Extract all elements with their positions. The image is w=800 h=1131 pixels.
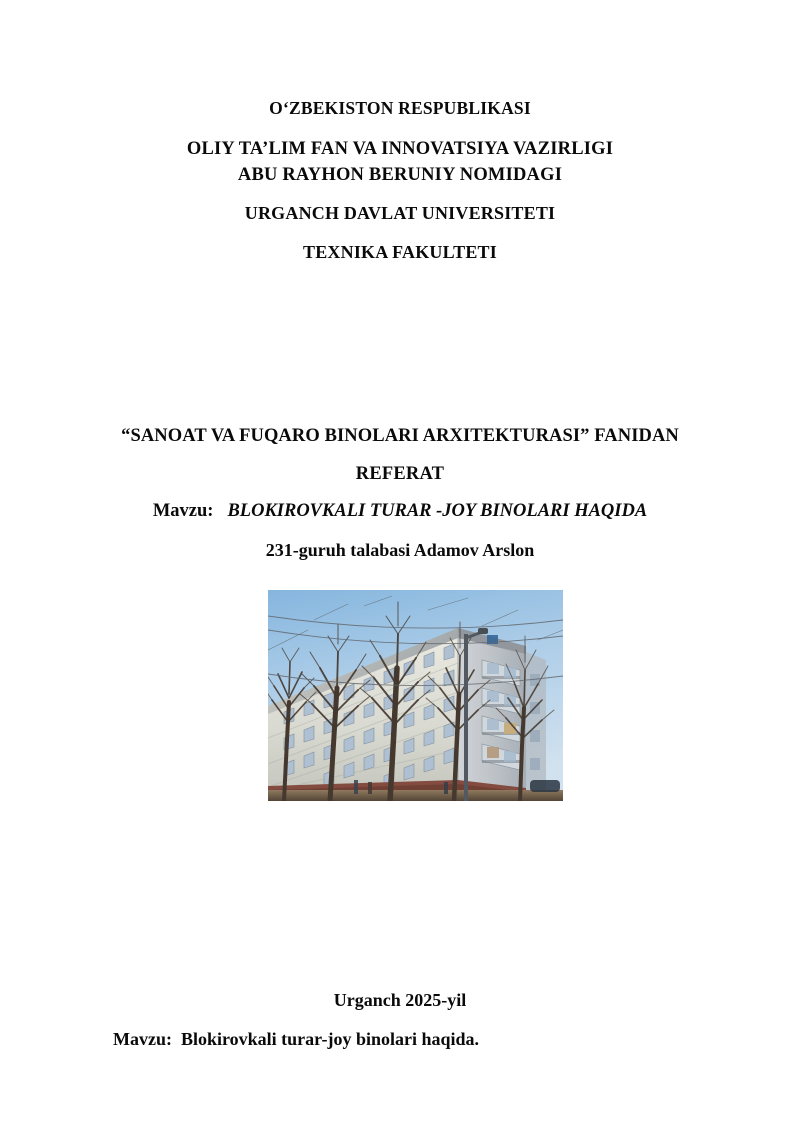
header-line-faculty: TEXNIKA FAKULTETI xyxy=(303,242,497,262)
topic-label: Mavzu: xyxy=(152,501,214,521)
building-photo-illustration xyxy=(268,590,563,801)
header-line-university: URGANCH DAVLAT UNIVERSITETI xyxy=(244,203,556,223)
topic-value: BLOKIROVKALI TURAR -JOY BINOLARI HAQIDA xyxy=(227,501,648,521)
header-line-named-after: ABU RAYHON BERUNIY NOMIDAGI xyxy=(237,165,563,185)
building-photo xyxy=(268,590,563,801)
footer-topic-value: Blokirovkali turar-joy binolari haqida. xyxy=(180,1029,480,1049)
student-line: 231-guruh talabasi Adamov Arslon xyxy=(265,540,535,560)
footer-topic-label: Mavzu: xyxy=(113,1029,172,1049)
header-line-republic: O‘ZBEKISTON RESPUBLIKASI xyxy=(269,98,531,118)
subject-title: “SANOAT VA FUQARO BINOLARI ARXITEKTURASI” FANIDAN xyxy=(121,426,679,446)
topic-line xyxy=(0,501,800,522)
header-line-ministry: OLIY TA’LIM FAN VA INNOVATSIYA VAZIRLIGI xyxy=(186,139,614,159)
document-type-title: REFERAT xyxy=(355,464,445,484)
footer-topic-line xyxy=(113,1029,479,1050)
footer-city-year: Urganch 2025-yil xyxy=(333,990,467,1010)
